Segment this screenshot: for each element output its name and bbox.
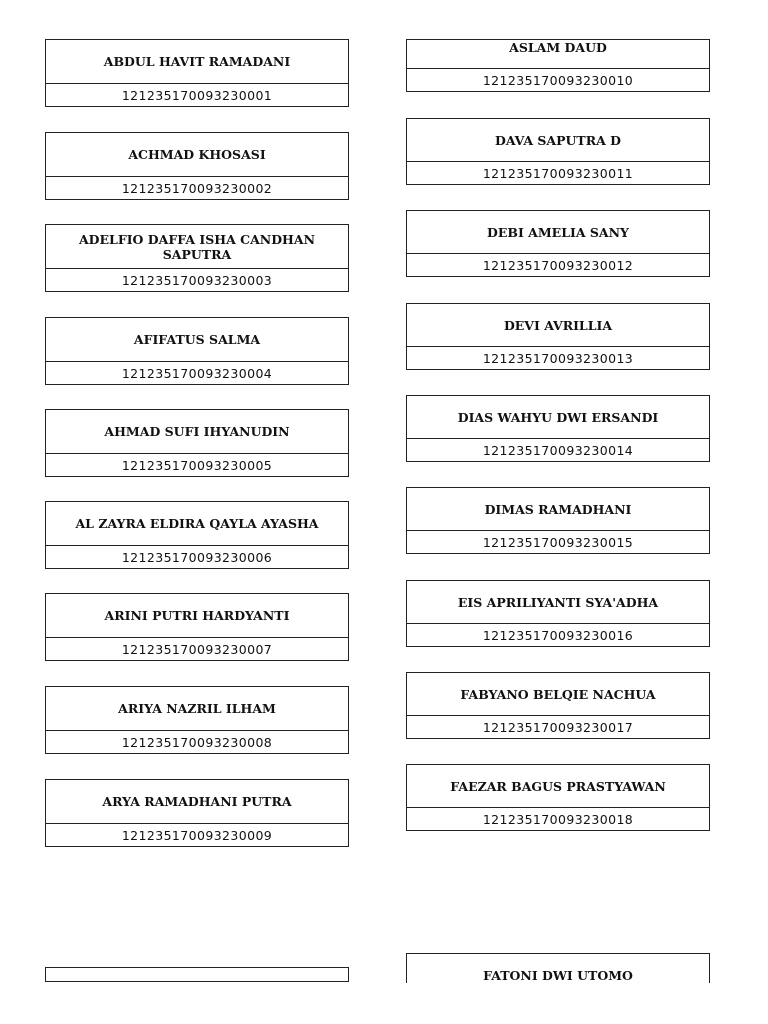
- student-name: DAVA SAPUTRA D: [407, 119, 709, 162]
- student-name: FATONI DWI UTOMO: [483, 968, 633, 983]
- student-name: AFIFATUS SALMA: [46, 318, 348, 362]
- student-name: DIMAS RAMADHANI: [407, 488, 709, 531]
- student-name: AL ZAYRA ELDIRA QAYLA AYASHA: [46, 502, 348, 546]
- name-card: [45, 39, 349, 107]
- student-id: 121235170093230003: [121, 272, 273, 288]
- name-card: [406, 210, 710, 277]
- name-card: [406, 764, 710, 831]
- name-card: [45, 686, 349, 754]
- name-card: [45, 409, 349, 477]
- student-id: 121235170093230008: [121, 734, 273, 750]
- name-card: [406, 487, 710, 554]
- student-name: FABYANO BELQIE NACHUA: [407, 673, 709, 716]
- student-id: 121235170093230005: [121, 457, 273, 473]
- student-name: ASLAM DAUD: [407, 40, 709, 69]
- student-name: ARYA RAMADHANI PUTRA: [46, 780, 348, 824]
- student-id: 121235170093230018: [482, 811, 634, 827]
- partial-name-card: [406, 953, 710, 983]
- student-id: 121235170093230016: [482, 627, 634, 643]
- partial-name-card: [45, 967, 349, 982]
- student-id: 121235170093230010: [482, 72, 634, 88]
- student-name: DEBI AMELIA SANY: [407, 211, 709, 254]
- student-name: AHMAD SUFI IHYANUDIN: [46, 410, 348, 454]
- name-card: [45, 317, 349, 385]
- student-id: 121235170093230009: [121, 827, 273, 843]
- student-id: 121235170093230012: [482, 257, 634, 273]
- student-id: 121235170093230014: [482, 442, 634, 458]
- name-card: [406, 39, 710, 92]
- student-name: DIAS WAHYU DWI ERSANDI: [407, 396, 709, 439]
- student-id: 121235170093230017: [482, 719, 634, 735]
- name-card: [406, 303, 710, 370]
- student-id: 121235170093230006: [121, 549, 273, 565]
- student-id: 121235170093230001: [121, 87, 273, 103]
- name-card: [406, 118, 710, 185]
- student-name: ACHMAD KHOSASI: [46, 133, 348, 177]
- name-card: [406, 395, 710, 462]
- student-name: FAEZAR BAGUS PRASTYAWAN: [407, 765, 709, 808]
- student-id: 121235170093230011: [482, 165, 634, 181]
- name-card: [406, 672, 710, 739]
- student-name: ABDUL HAVIT RAMADANI: [46, 40, 348, 84]
- student-id: 121235170093230015: [482, 534, 634, 550]
- student-id: 121235170093230007: [121, 641, 273, 657]
- student-name: ADELFIO DAFFA ISHA CANDHAN SAPUTRA: [46, 225, 348, 269]
- student-id: 121235170093230013: [482, 350, 634, 366]
- student-name: ARINI PUTRI HARDYANTI: [46, 594, 348, 638]
- student-name: DEVI AVRILLIA: [407, 304, 709, 347]
- name-card: [45, 593, 349, 661]
- name-card: [45, 501, 349, 569]
- student-name: ARIYA NAZRIL ILHAM: [46, 687, 348, 731]
- student-id: 121235170093230004: [121, 365, 273, 381]
- name-card: [406, 580, 710, 647]
- student-name: EIS APRILIYANTI SYA'ADHA: [407, 581, 709, 624]
- name-card: [45, 132, 349, 200]
- name-card: [45, 224, 349, 292]
- student-id: 121235170093230002: [121, 180, 273, 196]
- name-card: [45, 779, 349, 847]
